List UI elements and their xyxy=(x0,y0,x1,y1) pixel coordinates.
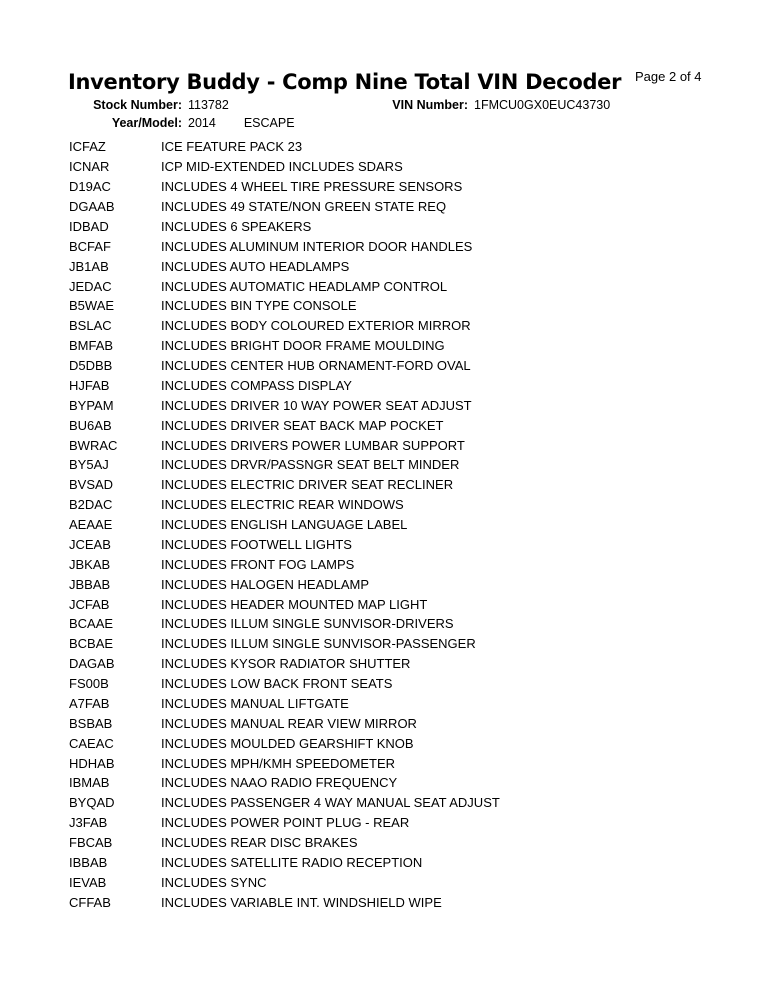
option-code: JCFAB xyxy=(69,596,110,612)
year-model-label: Year/Model: xyxy=(111,116,182,130)
option-code: BY5AJ xyxy=(69,457,109,473)
option-code: JBKAB xyxy=(69,556,111,572)
option-description: INCLUDES HEADER MOUNTED MAP LIGHT xyxy=(161,596,428,612)
option-code: HDHAB xyxy=(69,755,115,771)
option-row xyxy=(69,455,629,475)
option-row xyxy=(69,594,629,614)
option-description: INCLUDES SYNC xyxy=(161,874,267,890)
option-code: BSBAB xyxy=(69,715,113,731)
option-row xyxy=(69,316,629,336)
option-row xyxy=(69,753,629,773)
option-code: D19AC xyxy=(69,179,111,195)
option-row xyxy=(69,535,629,555)
option-code: D5DBB xyxy=(69,358,113,374)
option-row xyxy=(69,276,629,296)
option-row xyxy=(69,495,629,515)
option-code: CFFAB xyxy=(69,894,111,910)
option-row xyxy=(69,674,629,694)
option-code: BCBAE xyxy=(69,636,114,652)
option-code: B5WAE xyxy=(69,298,115,314)
option-code: BYPAM xyxy=(69,397,114,413)
option-row xyxy=(69,713,629,733)
option-row xyxy=(69,415,629,435)
option-code: JCEAB xyxy=(69,536,111,552)
option-description: INCLUDES 49 STATE/NON GREEN STATE REQ xyxy=(161,199,447,215)
year-value: 2014 xyxy=(188,116,216,130)
option-row xyxy=(69,813,629,833)
option-row xyxy=(69,356,629,376)
vin-number-value: 1FMCU0GX0EUC43730 xyxy=(474,98,611,112)
option-row xyxy=(69,336,629,356)
option-code: BVSAD xyxy=(69,477,114,493)
option-code-list xyxy=(69,137,629,912)
option-row xyxy=(69,892,629,912)
option-row xyxy=(69,236,629,256)
option-row xyxy=(69,654,629,674)
option-code: ICFAZ xyxy=(69,139,106,155)
option-description: INCLUDES REAR DISC BRAKES xyxy=(161,835,358,851)
option-row xyxy=(69,475,629,495)
year-model-field xyxy=(60,116,295,130)
document-title: Inventory Buddy - Comp Nine Total VIN Decoder xyxy=(68,70,622,94)
option-row xyxy=(69,217,629,237)
option-code: BCAAE xyxy=(69,616,114,632)
vin-number-label: VIN Number: xyxy=(392,98,468,112)
option-description: INCLUDES FOOTWELL LIGHTS xyxy=(161,536,352,552)
option-row xyxy=(69,296,629,316)
option-description: INCLUDES ELECTRIC DRIVER SEAT RECLINER xyxy=(161,477,454,493)
option-description: INCLUDES AUTO HEADLAMPS xyxy=(161,258,350,274)
vin-number-field xyxy=(380,98,610,112)
option-description: INCLUDES CENTER HUB ORNAMENT-FORD OVAL xyxy=(161,358,471,374)
option-description: INCLUDES DRIVER SEAT BACK MAP POCKET xyxy=(161,417,444,433)
option-code: B2DAC xyxy=(69,497,113,513)
option-description: ICP MID-EXTENDED INCLUDES SDARS xyxy=(161,159,403,175)
option-code: AEAAE xyxy=(69,517,113,533)
page-number: Page 2 of 4 xyxy=(635,69,702,84)
option-description: INCLUDES LOW BACK FRONT SEATS xyxy=(161,676,393,692)
option-code: JBBAB xyxy=(69,576,111,592)
option-code: BSLAC xyxy=(69,318,112,334)
option-row xyxy=(69,395,629,415)
option-row xyxy=(69,833,629,853)
option-description: INCLUDES ENGLISH LANGUAGE LABEL xyxy=(161,517,408,533)
option-code: FBCAB xyxy=(69,835,113,851)
option-code: DGAAB xyxy=(69,199,115,215)
option-code: BCFAF xyxy=(69,238,111,254)
option-code: CAEAC xyxy=(69,735,114,751)
option-code: JEDAC xyxy=(69,278,112,294)
option-row xyxy=(69,733,629,753)
option-code: IDBAD xyxy=(69,218,109,234)
option-description: INCLUDES MPH/KMH SPEEDOMETER xyxy=(161,755,396,771)
option-row xyxy=(69,694,629,714)
option-description: INCLUDES POWER POINT PLUG - REAR xyxy=(161,815,410,831)
option-row xyxy=(69,872,629,892)
option-description: INCLUDES KYSOR RADIATOR SHUTTER xyxy=(161,656,411,672)
option-description: INCLUDES ILLUM SINGLE SUNVISOR-DRIVERS xyxy=(161,616,454,632)
option-code: IBMAB xyxy=(69,775,110,791)
option-description: INCLUDES 6 SPEAKERS xyxy=(161,218,312,234)
option-description: INCLUDES BIN TYPE CONSOLE xyxy=(161,298,357,314)
option-description: INCLUDES ELECTRIC REAR WINDOWS xyxy=(161,497,404,513)
option-description: INCLUDES BODY COLOURED EXTERIOR MIRROR xyxy=(161,318,471,334)
option-description: INCLUDES NAAO RADIO FREQUENCY xyxy=(161,775,398,791)
option-description: INCLUDES MANUAL REAR VIEW MIRROR xyxy=(161,715,417,731)
option-description: INCLUDES ILLUM SINGLE SUNVISOR-PASSENGER xyxy=(161,636,476,652)
option-description: INCLUDES ALUMINUM INTERIOR DOOR HANDLES xyxy=(161,238,473,254)
option-description: ICE FEATURE PACK 23 xyxy=(161,139,303,155)
option-row xyxy=(69,614,629,634)
option-description: INCLUDES DRVR/PASSNGR SEAT BELT MINDER xyxy=(161,457,460,473)
option-code: BWRAC xyxy=(69,437,118,453)
option-description: INCLUDES 4 WHEEL TIRE PRESSURE SENSORS xyxy=(161,179,463,195)
option-description: INCLUDES MANUAL LIFTGATE xyxy=(161,695,349,711)
option-row xyxy=(69,256,629,276)
option-row xyxy=(69,853,629,873)
stock-number-value: 113782 xyxy=(188,98,229,112)
option-code: DAGAB xyxy=(69,656,115,672)
option-code: J3FAB xyxy=(69,815,108,831)
option-row xyxy=(69,554,629,574)
stock-number-field xyxy=(60,98,229,112)
option-description: INCLUDES DRIVER 10 WAY POWER SEAT ADJUST xyxy=(161,397,472,413)
option-code: A7FAB xyxy=(69,695,110,711)
option-description: INCLUDES VARIABLE INT. WINDSHIELD WIPE xyxy=(161,894,442,910)
option-code: ICNAR xyxy=(69,159,110,175)
option-code: FS00B xyxy=(69,676,109,692)
option-description: INCLUDES HALOGEN HEADLAMP xyxy=(161,576,370,592)
option-row xyxy=(69,634,629,654)
option-description: INCLUDES MOULDED GEARSHIFT KNOB xyxy=(161,735,414,751)
option-description: INCLUDES COMPASS DISPLAY xyxy=(161,377,352,393)
option-description: INCLUDES AUTOMATIC HEADLAMP CONTROL xyxy=(161,278,448,294)
option-row xyxy=(69,137,629,157)
option-row xyxy=(69,157,629,177)
stock-number-label: Stock Number: xyxy=(93,98,182,112)
option-row xyxy=(69,574,629,594)
option-code: HJFAB xyxy=(69,377,110,393)
option-description: INCLUDES SATELLITE RADIO RECEPTION xyxy=(161,854,423,870)
option-row xyxy=(69,773,629,793)
option-row xyxy=(69,793,629,813)
option-description: INCLUDES BRIGHT DOOR FRAME MOULDING xyxy=(161,338,445,354)
option-code: IBBAB xyxy=(69,854,108,870)
option-description: INCLUDES DRIVERS POWER LUMBAR SUPPORT xyxy=(161,437,465,453)
option-code: IEVAB xyxy=(69,874,107,890)
option-code: BYQAD xyxy=(69,795,115,811)
option-row xyxy=(69,515,629,535)
option-row xyxy=(69,435,629,455)
option-row xyxy=(69,177,629,197)
option-row xyxy=(69,376,629,396)
model-value: ESCAPE xyxy=(243,116,295,130)
option-code: BMFAB xyxy=(69,338,114,354)
option-row xyxy=(69,197,629,217)
option-description: INCLUDES PASSENGER 4 WAY MANUAL SEAT ADJUST xyxy=(161,795,500,811)
option-code: JB1AB xyxy=(69,258,109,274)
option-code: BU6AB xyxy=(69,417,112,433)
option-description: INCLUDES FRONT FOG LAMPS xyxy=(161,556,355,572)
